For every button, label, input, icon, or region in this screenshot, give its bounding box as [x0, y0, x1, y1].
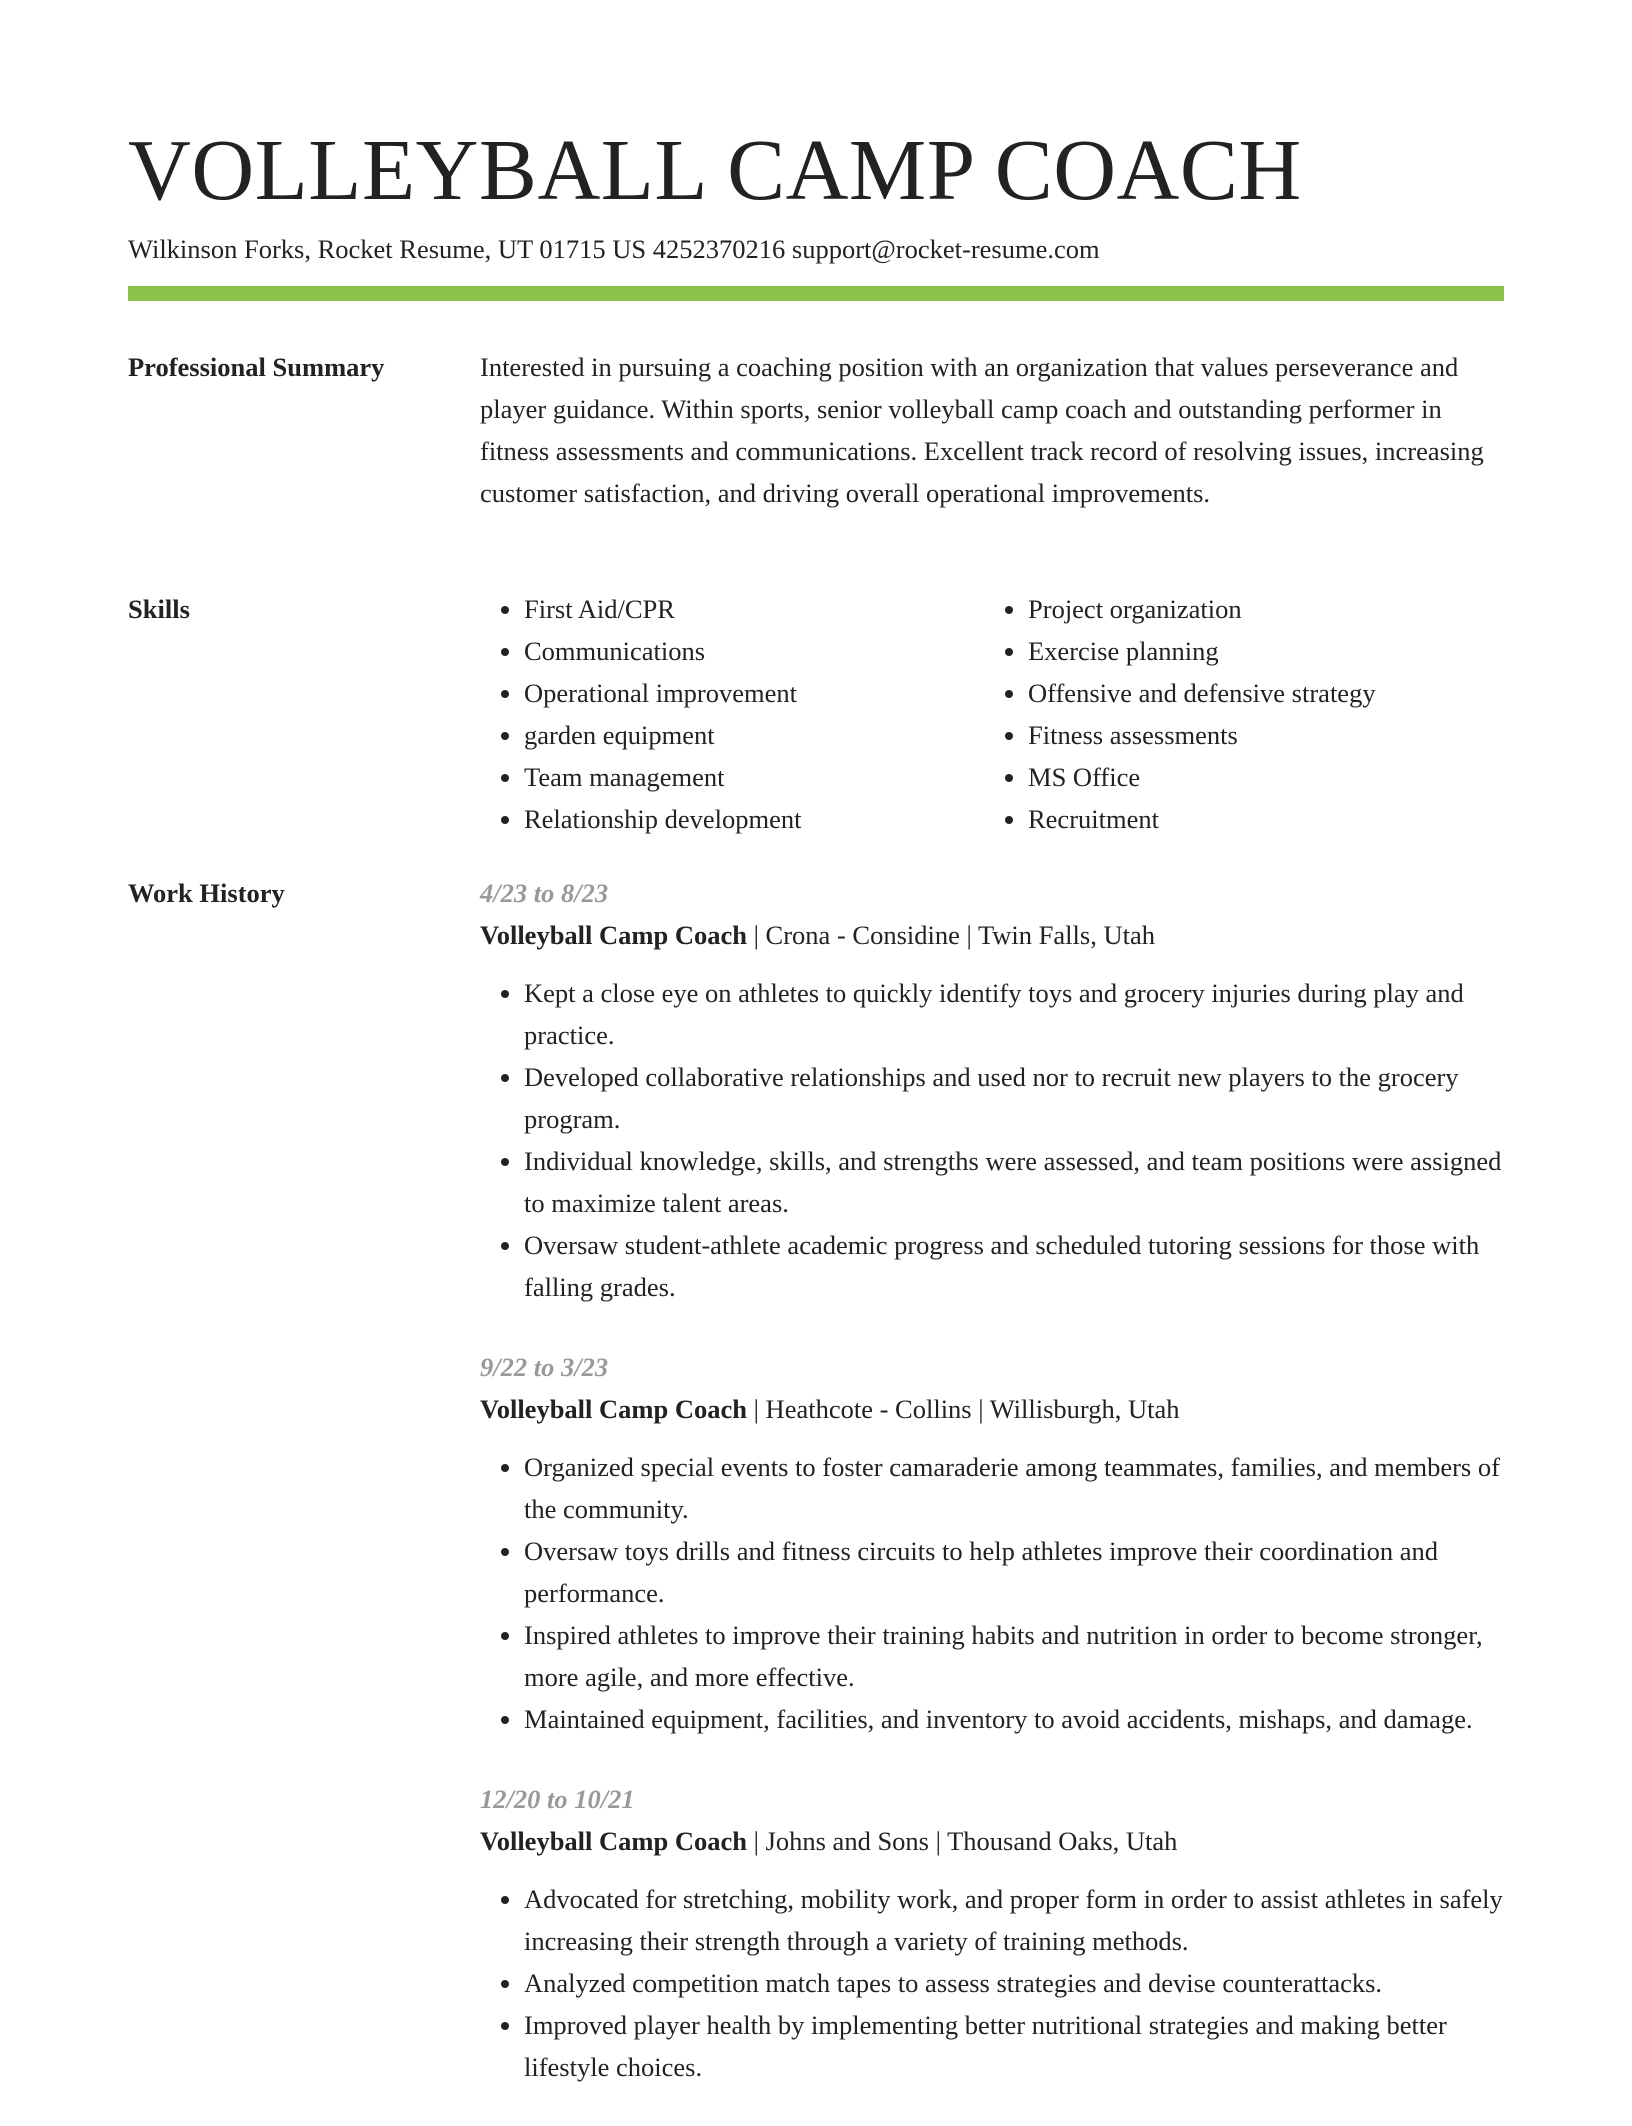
skill-item: • Project organization	[1028, 588, 1488, 630]
job-heading	[480, 914, 1504, 956]
header-divider	[128, 286, 1504, 301]
job-heading	[480, 1388, 1504, 1430]
skill-item: • Offensive and defensive strategy	[1028, 672, 1488, 714]
job-title: Volleyball Camp Coach	[480, 920, 747, 950]
summary-text: Interested in pursuing a coaching position with an organization that values perseverance and player guidance. Within sports, senior volleyball camp coach and outstanding performer in fitness assessments and communications. Excellent track record of resolving issues, increasing customer satisfaction, and driving overall operational improvements.	[480, 352, 1484, 508]
job-dates: 12/20 to 10/21	[480, 1784, 635, 1814]
skills-list-left	[480, 588, 984, 840]
job-entry	[480, 1778, 1504, 2088]
job-bullet: • Improved player health by implementing better nutritional strategies and making better lifestyle choices.	[524, 2004, 1504, 2088]
skill-item: • Relationship development	[524, 798, 984, 840]
job-title: Volleyball Camp Coach	[480, 1394, 747, 1424]
job-bullet: • Developed collaborative relationships and used nor to recruit new players to the grocery program.	[524, 1056, 1504, 1140]
job-entry	[480, 872, 1504, 1308]
job-details: | Johns and Sons | Thousand Oaks, Utah	[747, 1826, 1178, 1856]
skills-list-right	[984, 588, 1488, 840]
skill-item: • Recruitment	[1028, 798, 1488, 840]
job-bullet: • Inspired athletes to improve their training habits and nutrition in order to become stronger, more agile, and more effective.	[524, 1614, 1504, 1698]
contact-info: Wilkinson Forks, Rocket Resume, UT 01715 US 4252370216 support@rocket-resume.com	[128, 234, 1100, 264]
job-entry	[480, 1346, 1504, 1740]
job-bullet: • Analyzed competition match tapes to assess strategies and devise counterattacks.	[524, 1962, 1504, 2004]
job-bullet: • Kept a close eye on athletes to quickly identify toys and grocery injuries during play and practice.	[524, 972, 1504, 1056]
job-dates: 4/23 to 8/23	[480, 878, 609, 908]
skills-body	[480, 588, 1504, 840]
job-bullets	[480, 1446, 1504, 1740]
job-bullet: • Advocated for stretching, mobility work, and proper form in order to assist athletes in safely increasing their strength through a variety of training methods.	[524, 1878, 1504, 1962]
skill-item: • Exercise planning	[1028, 630, 1488, 672]
work-body	[480, 872, 1504, 2126]
skill-item: • Fitness assessments	[1028, 714, 1488, 756]
job-details: | Crona - Considine | Twin Falls, Utah	[747, 920, 1155, 950]
job-bullet: • Oversaw student-athlete academic progress and scheduled tutoring sessions for those with falling grades.	[524, 1224, 1504, 1308]
summary-body	[480, 346, 1504, 514]
job-bullets	[480, 972, 1504, 1308]
skill-item: • Communications	[524, 630, 984, 672]
job-bullets	[480, 1878, 1504, 2088]
work-heading: Work History	[128, 878, 285, 908]
skill-item: • garden equipment	[524, 714, 984, 756]
job-dates: 9/22 to 3/23	[480, 1352, 609, 1382]
skill-item: • Team management	[524, 756, 984, 798]
job-bullet: • Individual knowledge, skills, and strengths were assessed, and team positions were assigned to maximize talent areas.	[524, 1140, 1504, 1224]
skills-heading: Skills	[128, 594, 190, 624]
job-bullet: • Organized special events to foster camaraderie among teammates, families, and members of the community.	[524, 1446, 1504, 1530]
skill-item: • Operational improvement	[524, 672, 984, 714]
summary-heading: Professional Summary	[128, 352, 385, 382]
skill-item: • MS Office	[1028, 756, 1488, 798]
skill-item: • First Aid/CPR	[524, 588, 984, 630]
job-bullet: • Maintained equipment, facilities, and inventory to avoid accidents, mishaps, and damage.	[524, 1698, 1504, 1740]
job-heading	[480, 1820, 1504, 1862]
job-title: Volleyball Camp Coach	[480, 1826, 747, 1856]
job-details: | Heathcote - Collins | Willisburgh, Utah	[747, 1394, 1180, 1424]
skills-columns	[480, 588, 1504, 840]
job-bullet: • Oversaw toys drills and fitness circuits to help athletes improve their coordination and performance.	[524, 1530, 1504, 1614]
resume-title: VOLLEYBALL CAMP COACH	[128, 121, 1302, 218]
